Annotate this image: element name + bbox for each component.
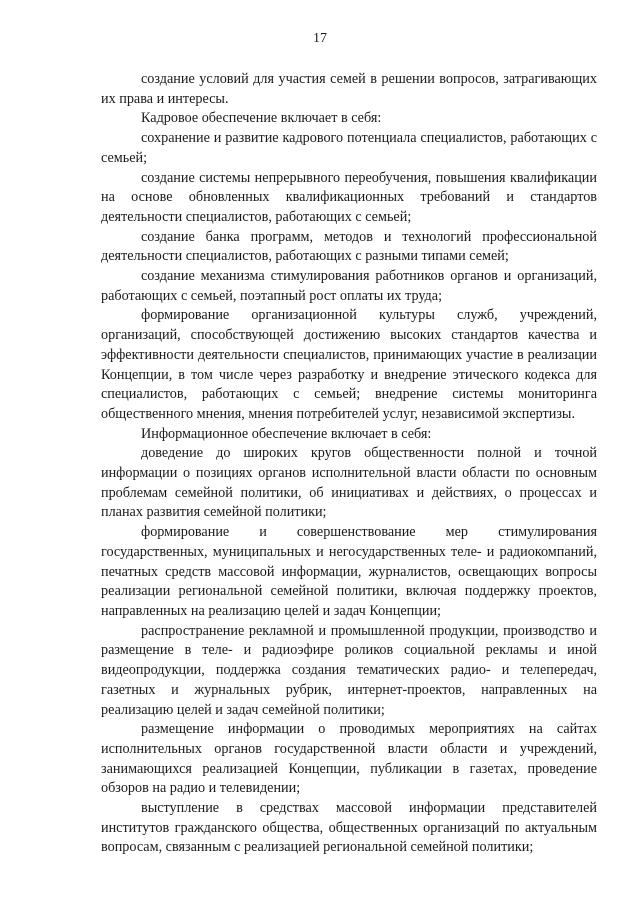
paragraph-civil-society: выступление в средствах массовой информации представителей институтов гражданского общества, общественных организаций по актуальным вопросам, связанным с реализацией региональной семейной политики;	[101, 800, 597, 856]
paragraph-advertising: распространение рекламной и промышленной продукции, производство и размещение в теле- и радиоэфире роликов социальной рекламы и иной видеопродукции, поддержка создания тематических радио- и телепередач, газетных и журнальных рубрик, интернет-проектов, направленных на реализацию целей и задач семейной политики;	[101, 622, 597, 718]
heading-staffing: Кадровое обеспечение включает в себя:	[141, 110, 382, 127]
paragraph-websites: размещение информации о проводимых мероприятиях на сайтах исполнительных органов государственной власти области и учреждений, занимающихся реализацией Концепции, публикации в газетах, проведение обзоров на радио и телевидении;	[101, 721, 597, 797]
document-body	[101, 70, 597, 858]
paragraph-retraining: создание системы непрерывного переобучения, повышения квалификации на основе обновленных квалификационных требований и стандартов деятельности специалистов, работающих с семьей;	[101, 169, 597, 225]
paragraph-public-info: доведение до широких кругов общественности полной и точной информации о позициях органов исполнительной власти области по основным проблемам семейной политики, об инициативах и действиях, о процессах и планах развития семейной политики;	[101, 445, 597, 521]
paragraph-incentives: создание механизма стимулирования работников органов и организаций, работающих с семьей, поэтапный рост оплаты их труда;	[101, 268, 597, 304]
paragraph-media-support: формирование и совершенствование мер стимулирования государственных, муниципальных и негосударственных теле- и радиокомпаний, печатных средств массовой информации, журналистов, освещающих вопросы реализации региональной семейной политики, включая поддержку проектов, направленных на реализацию целей и задач Концепции;	[101, 524, 597, 619]
paragraph-participation: создание условий для участия семей в решении вопросов, затрагивающих их права и интересы.	[101, 71, 597, 107]
page-number: 17	[313, 31, 327, 46]
paragraph-staff-potential: сохранение и развитие кадрового потенциала специалистов, работающих с семьей;	[101, 130, 597, 166]
paragraph-org-culture: формирование организационной культуры служб, учреждений, организаций, способствующей достижению высоких стандартов качества и эффективности деятельности специалистов, принимающих участие в реализации Концепции, в том числе через разработку и внедрение этического кодекса для специалистов, работающих с семьей; внедрение системы мониторинга общественного мнения, мнения потребителей услуг, независимой экспертизы.	[101, 307, 597, 422]
heading-information: Информационное обеспечение включает в себя:	[141, 425, 432, 442]
paragraph-program-bank: создание банка программ, методов и технологий профессиональной деятельности специалистов, работающих с разными типами семей;	[101, 228, 597, 265]
